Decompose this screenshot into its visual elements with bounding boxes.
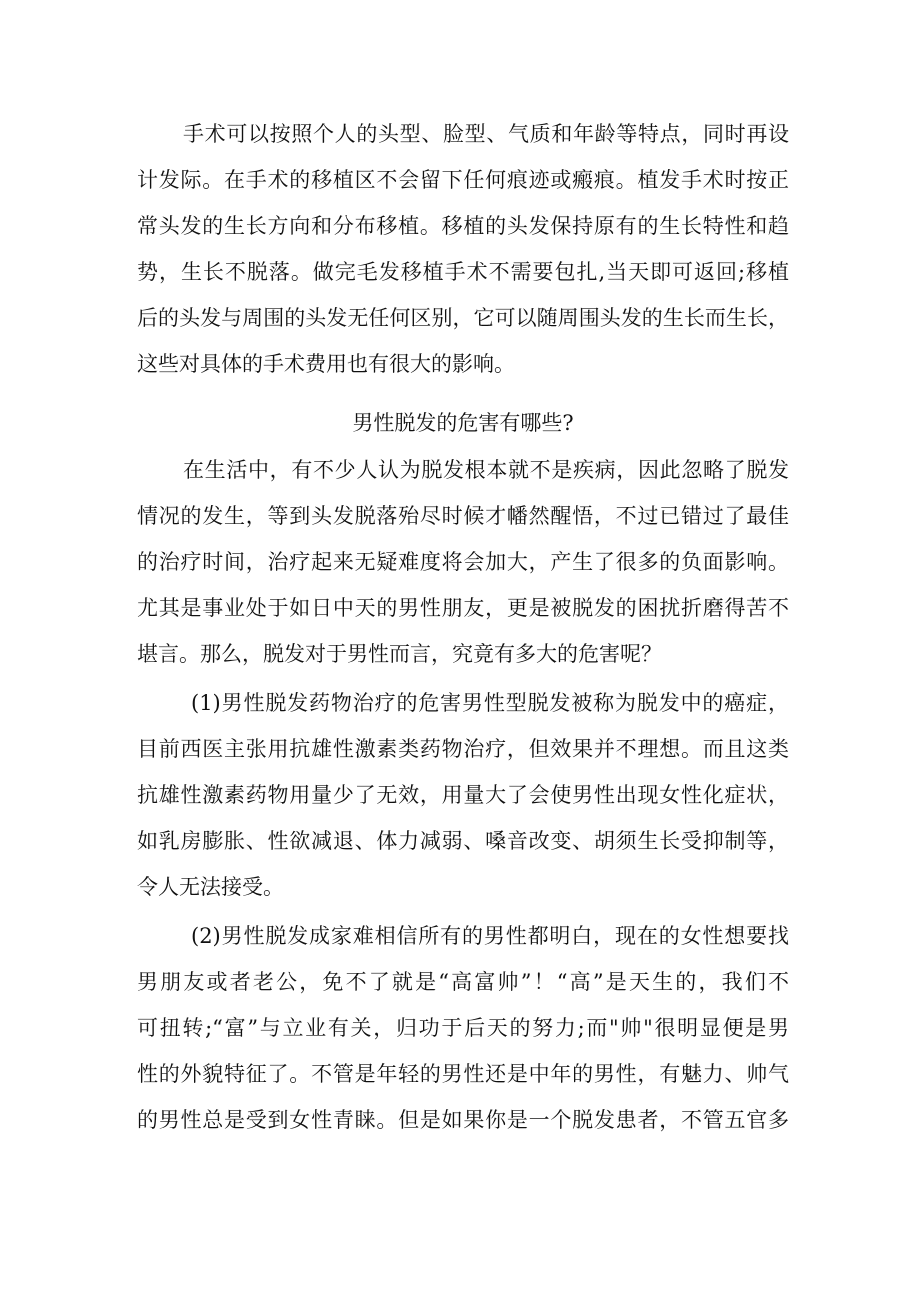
section-heading: 男性脱发的危害有哪些?	[352, 411, 574, 435]
text-line: 令人无法接受。	[137, 875, 284, 899]
text-line: 如乳房膨胀、性欲减退、体力减弱、嗓音改变、胡须生长受抑制等，	[137, 829, 789, 853]
text-line: 堪言。那么，脱发对于男性而言，究竟有多大的危害呢？	[137, 642, 662, 666]
text-line: (1)男性脱发药物治疗的危害男性型脱发被称为脱发中的癌症，	[191, 691, 789, 715]
paragraph-marriage	[137, 913, 789, 1143]
text-line: 这些对具体的手术费用也有很大的影响。	[137, 352, 515, 376]
text-line: 尤其是事业处于如日中天的男性朋友，更是被脱发的困扰折磨得苦不	[137, 596, 789, 620]
text-line: 性的外貌特征了。不管是年轻的男性还是中年的男性，有魅力、帅气	[137, 1062, 789, 1086]
text-line: 计发际。在手术的移植区不会留下任何痕迹或瘢痕。植发手术时按正	[137, 168, 789, 192]
text-line: 势，生长不脱落。做完毛发移植手术不需要包扎,当天即可返回;移植	[137, 260, 789, 284]
paragraph-intro	[137, 447, 789, 677]
text-line: 的治疗时间，治疗起来无疑难度将会加大，产生了很多的负面影响。	[137, 550, 789, 574]
text-line: 手术可以按照个人的头型、脸型、气质和年龄等特点，同时再设	[183, 122, 789, 146]
paragraph-drug-treatment	[137, 680, 789, 910]
text-line: 目前西医主张用抗雄性激素类药物治疗，但效果并不理想。而且这类	[137, 737, 789, 761]
text-line: 常头发的生长方向和分布移植。移植的头发保持原有的生长特性和趋	[137, 214, 789, 238]
text-line: (2)男性脱发成家难相信所有的男性都明白，现在的女性想要找	[191, 924, 789, 948]
paragraph-hair-transplant	[137, 111, 789, 387]
text-line: 可扭转;“富”与立业有关，归功于后天的努力;而"帅"很明显便是男	[137, 1016, 789, 1040]
text-line: 在生活中，有不少人认为脱发根本就不是疾病，因此忽略了脱发	[183, 458, 789, 482]
text-line: 男朋友或者老公，免不了就是“高富帅”！“高”是天生的，我们不	[137, 970, 789, 994]
text-line: 抗雄性激素药物用量少了无效，用量大了会使男性出现女性化症状，	[137, 783, 789, 807]
text-line: 的男性总是受到女性青睐。但是如果你是一个脱发患者，不管五官多	[137, 1108, 789, 1132]
text-line: 后的头发与周围的头发无任何区别，它可以随周围头发的生长而生长，	[137, 306, 789, 330]
text-line: 情况的发生，等到头发脱落殆尽时候才幡然醒悟，不过已错过了最佳	[137, 504, 789, 528]
